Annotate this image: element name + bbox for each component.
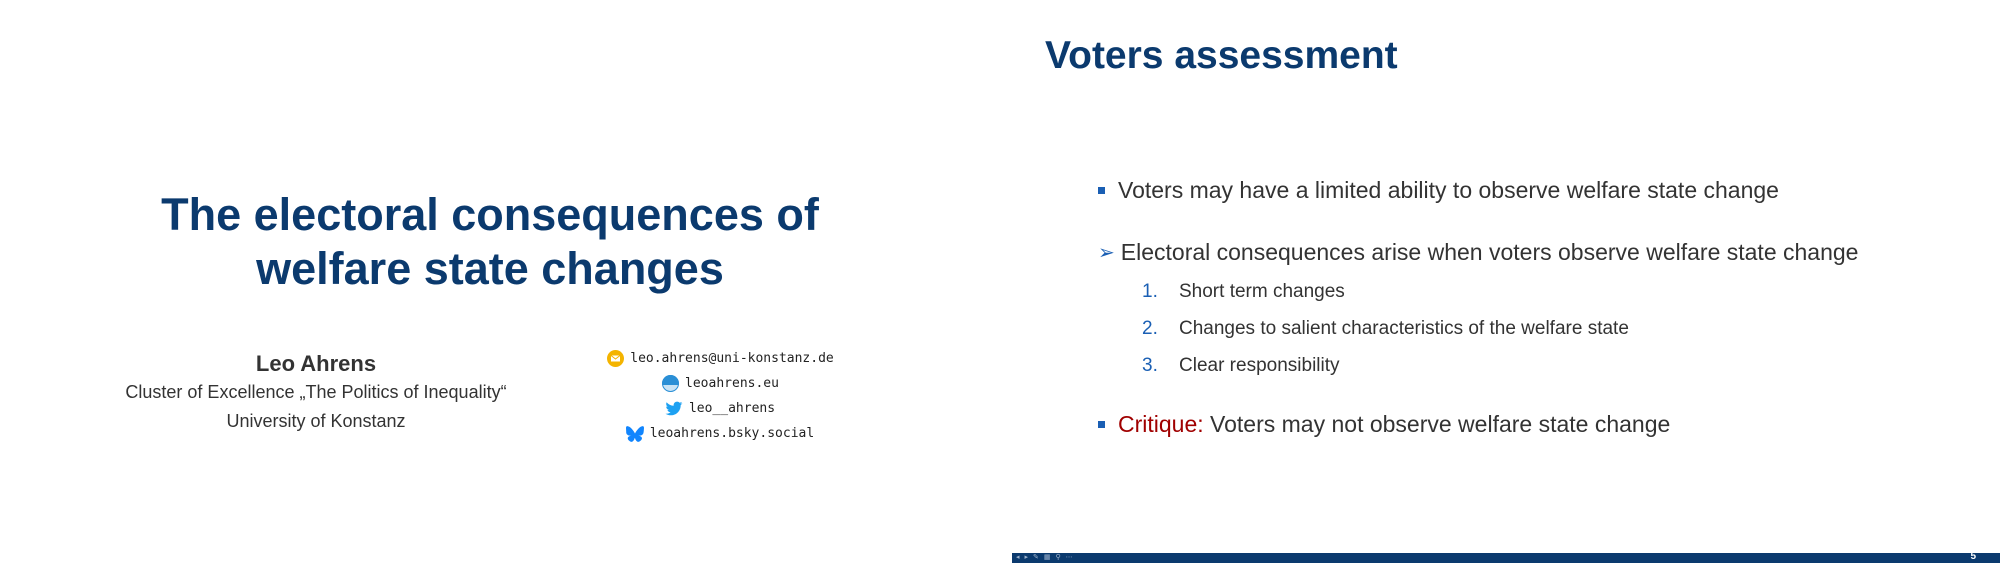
critique-label: Critique:	[1118, 411, 1204, 437]
numbered-item-2	[1142, 318, 1629, 340]
title-line-1: The electoral consequences of	[161, 189, 819, 240]
contact-email-text: leo.ahrens@uni-konstanz.de	[630, 351, 834, 366]
navigation-controls	[1016, 554, 1073, 562]
nav-search-icon[interactable]: ⚲	[1055, 554, 1061, 561]
nav-next-icon[interactable]: ▸	[1024, 554, 1029, 561]
bullet-item-2	[1098, 239, 1858, 266]
item-text: Clear responsibility	[1179, 355, 1340, 376]
bullet-text-2: Electoral consequences arise when voters observe welfare state change	[1120, 239, 1859, 265]
title-line-2: welfare state changes	[256, 243, 724, 294]
item-number: 1.	[1142, 281, 1158, 302]
twitter-icon	[665, 400, 683, 418]
slide-title: Voters assessment	[1045, 34, 1398, 77]
square-bullet-icon	[1098, 421, 1105, 428]
item-number: 3.	[1142, 355, 1158, 376]
arrow-bullet-icon: ➢	[1098, 241, 1115, 264]
contact-email[interactable]	[560, 346, 880, 371]
contact-bluesky[interactable]	[560, 421, 880, 446]
title-slide	[0, 0, 980, 563]
item-text: Short term changes	[1179, 281, 1345, 302]
contact-twitter[interactable]	[560, 396, 880, 421]
square-bullet-icon	[1098, 187, 1105, 194]
contact-list	[560, 346, 880, 446]
page-number: 5	[1970, 551, 1976, 562]
author-name: Leo Ahrens	[255, 351, 377, 376]
numbered-item-3	[1142, 355, 1340, 377]
footer-bar	[1012, 553, 2000, 563]
author-block	[100, 350, 532, 436]
bullet-item-1	[1098, 177, 1779, 204]
critique-body: Voters may not observe welfare state change	[1203, 411, 1671, 437]
nav-more-icon[interactable]: ⋯	[1065, 554, 1073, 561]
nav-grid-icon[interactable]: ▦	[1043, 554, 1051, 561]
email-icon	[606, 350, 624, 368]
contact-twitter-text: leo__ahrens	[688, 401, 776, 416]
contact-bluesky-text: leoahrens.bsky.social	[649, 426, 815, 441]
item-text: Changes to salient characteristics of the welfare state	[1179, 318, 1629, 339]
bluesky-icon	[626, 425, 644, 443]
numbered-item-1	[1142, 281, 1345, 303]
item-number: 2.	[1142, 318, 1158, 339]
content-slide	[1012, 0, 2000, 563]
affiliation-university: University of Konstanz	[226, 411, 406, 431]
nav-pen-icon[interactable]: ✎	[1033, 554, 1039, 561]
affiliation-cluster: Cluster of Excellence „The Politics of Inequality“	[125, 382, 507, 402]
website-icon	[661, 375, 679, 393]
nav-prev-icon[interactable]: ◂	[1016, 554, 1020, 561]
bullet-text-1: Voters may have a limited ability to observe welfare state change	[1118, 177, 1779, 203]
contact-website[interactable]	[560, 371, 880, 396]
critique-text	[1118, 411, 1670, 438]
contact-website-text: leoahrens.eu	[685, 376, 779, 391]
bullet-item-critique	[1098, 411, 1670, 438]
presentation-title	[0, 188, 980, 296]
